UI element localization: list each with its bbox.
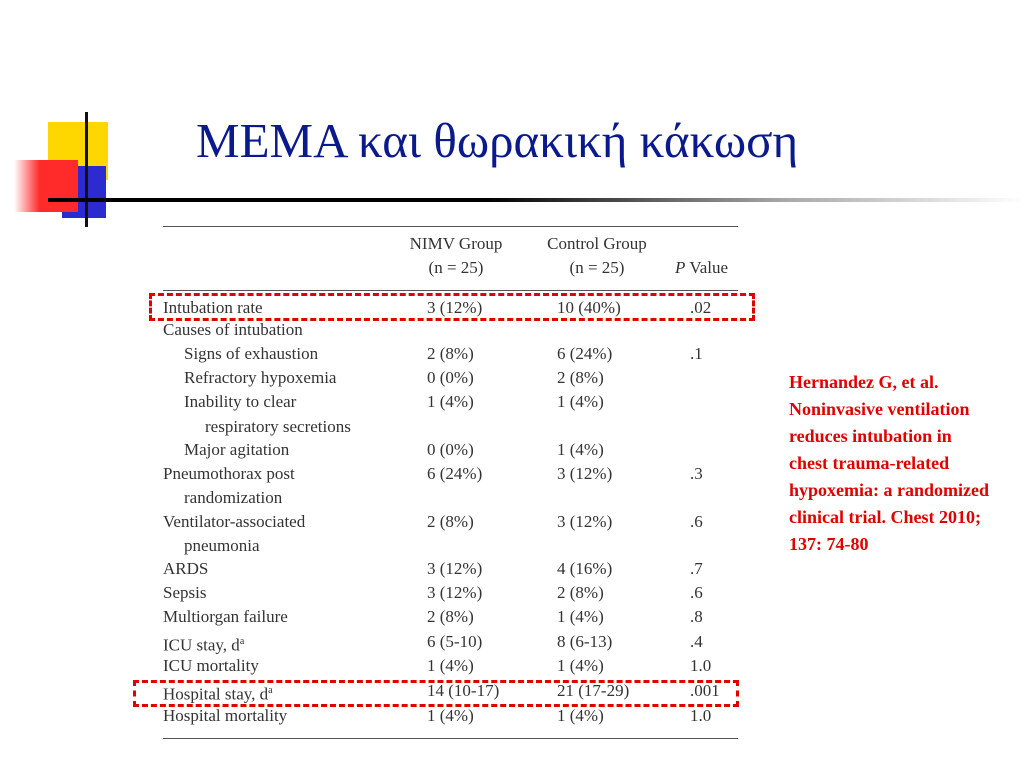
header-nimv-line2: (n = 25) — [428, 258, 484, 277]
header-p-value — [675, 258, 728, 278]
row-label-superscript: a — [239, 636, 245, 647]
row-control-value: 4 (16%) — [557, 559, 613, 578]
row-label — [163, 656, 259, 676]
row-label-text: Causes of intubation — [163, 320, 303, 339]
row-control-value: 21 (17-29) — [557, 681, 630, 700]
row-label-text: Intubation rate — [163, 298, 263, 317]
row-label-text: Sepsis — [163, 583, 207, 602]
row-nimv-value: 1 (4%) — [427, 392, 474, 411]
row-label-text: Hospital stay, d — [163, 684, 269, 704]
row-label-text: Refractory hypoxemia — [184, 368, 337, 387]
table-bottom-rule — [163, 738, 738, 739]
row-label — [163, 607, 288, 627]
header-nimv-line1: NIMV Group — [409, 234, 503, 253]
deco-vertical-line — [85, 112, 88, 227]
row-nimv-value: 1 (4%) — [427, 656, 474, 675]
row-label — [163, 706, 287, 726]
row-control-value: 1 (4%) — [557, 607, 604, 626]
row-label — [163, 559, 208, 579]
row-control-value: 1 (4%) — [557, 656, 604, 675]
reference-citation: Hernandez G, et al. Noninvasive ventilation reduces intubation in chest trauma-related hypoxemia: a randomized clinical trial. Chest 2010; 137: 74-80 — [789, 372, 989, 554]
title-underline — [48, 198, 1024, 202]
row-label-text: Signs of exhaustion — [184, 344, 319, 363]
row-nimv-value: 1 (4%) — [427, 706, 474, 725]
row-label-text: Hospital mortality — [163, 706, 288, 725]
highlight-hospital-stay — [133, 680, 739, 707]
deco-red-square — [14, 160, 78, 212]
row-p-value: .1 — [690, 344, 703, 363]
row-nimv-value: 6 (5-10) — [427, 632, 483, 651]
row-label-text: ARDS — [163, 559, 209, 578]
row-label-text: randomization — [184, 488, 283, 507]
row-label-text: ICU mortality — [163, 656, 259, 675]
row-p-value: 1.0 — [690, 706, 712, 725]
row-control-value: 2 (8%) — [557, 368, 604, 387]
row-label — [163, 512, 305, 532]
row-nimv-value: 2 (8%) — [427, 344, 474, 363]
row-nimv-value: 3 (12%) — [427, 559, 483, 578]
row-p-value: .7 — [690, 559, 703, 578]
row-control-value: 3 (12%) — [557, 464, 613, 483]
row-p-value: .3 — [690, 464, 703, 483]
row-nimv-value: 2 (8%) — [427, 607, 474, 626]
row-label-superscript: a — [268, 685, 273, 696]
row-label — [184, 488, 282, 508]
row-nimv-value: 0 (0%) — [427, 440, 474, 459]
header-bottom-rule — [163, 290, 738, 291]
row-label-text: respiratory secretions — [205, 417, 351, 436]
row-control-value: 1 (4%) — [557, 392, 604, 411]
row-p-value: .02 — [690, 298, 712, 317]
row-p-value: .001 — [690, 681, 720, 700]
row-nimv-value: 14 (10-17) — [427, 681, 500, 700]
row-label-text: ICU stay, d — [163, 635, 240, 655]
row-nimv-value: 6 (24%) — [427, 464, 483, 483]
row-nimv-value: 3 (12%) — [427, 583, 483, 602]
row-control-value: 6 (24%) — [557, 344, 613, 363]
row-nimv-value: 3 (12%) — [427, 298, 483, 317]
row-label — [184, 392, 296, 412]
row-p-value: 1.0 — [690, 656, 712, 675]
row-p-value: .6 — [690, 583, 703, 602]
row-label — [163, 632, 244, 656]
header-p-rest: Value — [685, 258, 729, 277]
header-control-line2: (n = 25) — [569, 258, 625, 277]
row-label — [163, 320, 303, 340]
row-label — [184, 344, 318, 364]
row-label — [163, 464, 295, 484]
row-control-value: 1 (4%) — [557, 706, 604, 725]
row-label — [184, 536, 260, 556]
row-control-value: 1 (4%) — [557, 440, 604, 459]
row-p-value: .8 — [690, 607, 703, 626]
slide-title: ΜΕΜΑ και θωρακική κάκωση — [196, 113, 799, 168]
header-p-italic: P — [675, 258, 686, 277]
row-control-value: 3 (12%) — [557, 512, 613, 531]
row-label — [163, 583, 206, 603]
row-control-value: 8 (6-13) — [557, 632, 613, 651]
row-control-value: 2 (8%) — [557, 583, 604, 602]
row-label — [205, 417, 351, 437]
row-label-text: Pneumothorax post — [163, 464, 295, 483]
row-nimv-value: 2 (8%) — [427, 512, 474, 531]
row-nimv-value: 0 (0%) — [427, 368, 474, 387]
row-control-value: 10 (40%) — [557, 298, 621, 317]
row-label-text: Ventilator-associated — [163, 512, 306, 531]
table-top-rule — [163, 226, 738, 227]
row-p-value: .6 — [690, 512, 703, 531]
row-label — [184, 440, 289, 460]
row-label-text: Inability to clear — [184, 392, 297, 411]
row-label-text: Multiorgan failure — [163, 607, 288, 626]
row-label-text: Major agitation — [184, 440, 290, 459]
row-p-value: .4 — [690, 632, 703, 651]
header-control-line1: Control Group — [547, 234, 647, 253]
row-label-text: pneumonia — [184, 536, 260, 555]
row-label — [184, 368, 336, 388]
highlight-intubation-rate — [149, 293, 755, 321]
